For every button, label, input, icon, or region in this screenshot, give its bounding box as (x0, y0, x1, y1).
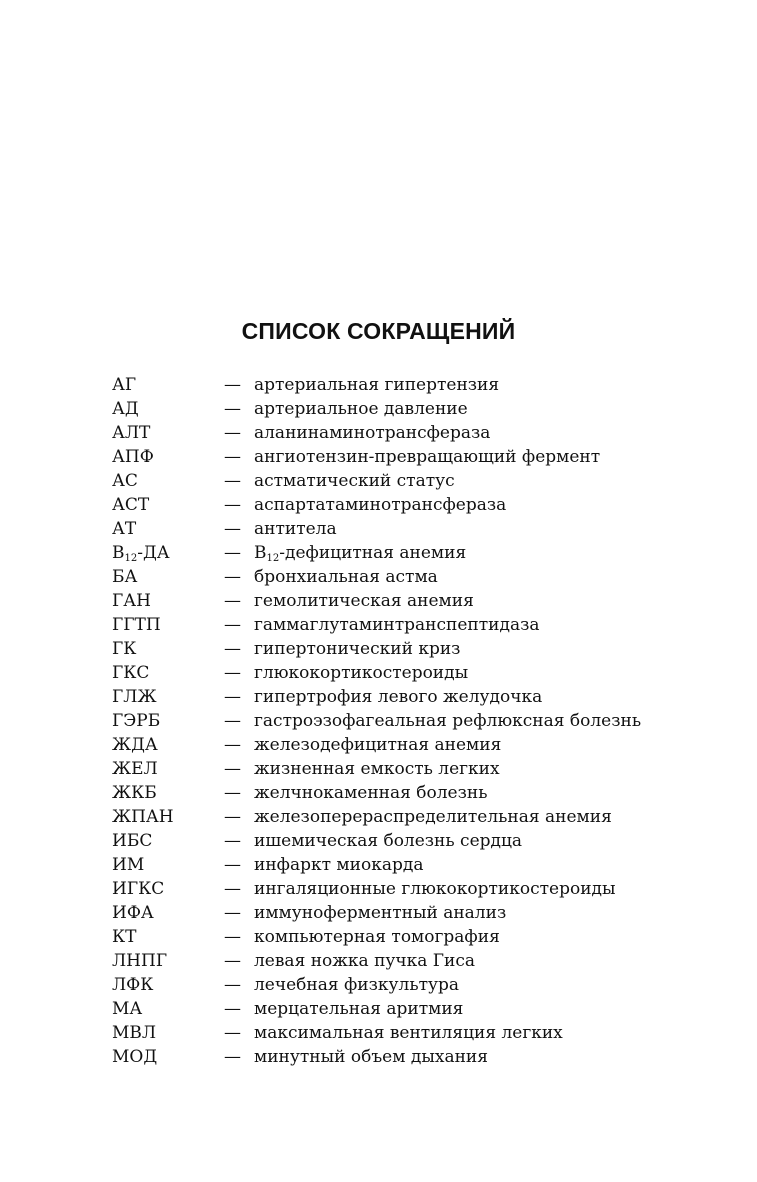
em-dash: — (224, 639, 241, 659)
em-dash: — (224, 951, 241, 971)
em-dash: — (224, 975, 241, 995)
abbreviation-definition: астматический статус (254, 471, 455, 491)
abbreviation-row (112, 853, 692, 877)
abbreviation-term: АД (112, 399, 139, 419)
abbreviation-term: ГК (112, 639, 137, 659)
em-dash: — (224, 1047, 241, 1067)
definition-subscript: 12 (266, 553, 280, 564)
abbreviation-row (112, 421, 692, 445)
abbreviation-row (112, 397, 692, 421)
abbreviation-term: ЖДА (112, 735, 158, 755)
abbreviation-row (112, 733, 692, 757)
abbreviation-term: ИФА (112, 903, 154, 923)
abbreviation-definition: максимальная вентиляция легких (254, 1023, 563, 1043)
em-dash: — (224, 591, 241, 611)
abbreviation-term: АСТ (112, 495, 150, 515)
abbreviation-row (112, 901, 692, 925)
abbreviation-term: БА (112, 567, 138, 587)
abbreviation-definition: аланинаминотрансфераза (254, 423, 491, 443)
abbreviation-row-b12 (112, 541, 692, 565)
abbreviation-definition: артериальное давление (254, 399, 468, 419)
abbreviation-definition: ангиотензин-превращающий фермент (254, 447, 601, 467)
abbreviation-definition: гастроэзофагеальная рефлюксная болезнь (254, 711, 642, 731)
em-dash: — (224, 1023, 241, 1043)
em-dash: — (224, 399, 241, 419)
abbreviation-row (112, 589, 692, 613)
abbreviation-term: ЛФК (112, 975, 154, 995)
abbreviation-term: АС (112, 471, 138, 491)
abbreviation-row (112, 517, 692, 541)
em-dash: — (224, 855, 241, 875)
page-title: СПИСОК СОКРАЩЕНИЙ (241, 318, 516, 344)
em-dash: — (224, 999, 241, 1019)
abbreviation-term: ГГТП (112, 615, 161, 635)
abbreviation-row (112, 613, 692, 637)
abbreviation-row (112, 637, 692, 661)
em-dash: — (224, 615, 241, 635)
abbreviation-row (112, 445, 692, 469)
term-subscript: 12 (124, 553, 138, 564)
abbreviation-term (112, 541, 224, 565)
abbreviation-row (112, 949, 692, 973)
abbreviation-definition: аспартатаминотрансфераза (254, 495, 507, 515)
em-dash: — (224, 471, 241, 491)
abbreviation-row (112, 565, 692, 589)
abbreviation-definition: жизненная емкость легких (254, 759, 500, 779)
abbreviation-definition: лечебная физкультура (254, 975, 460, 995)
abbreviation-term: ИМ (112, 855, 145, 875)
abbreviation-row (112, 493, 692, 517)
abbreviation-term: АТ (112, 519, 137, 539)
abbreviation-definition (254, 541, 692, 565)
em-dash: — (224, 663, 241, 683)
abbreviation-definition: компьютерная томография (254, 927, 500, 947)
abbreviation-definition: иммуноферментный анализ (254, 903, 507, 923)
em-dash: — (224, 543, 241, 563)
em-dash: — (224, 783, 241, 803)
em-dash: — (224, 519, 241, 539)
abbreviation-term: МВЛ (112, 1023, 157, 1043)
abbreviation-term: ЖКБ (112, 783, 157, 803)
abbreviation-definition: мерцательная аритмия (254, 999, 464, 1019)
abbreviation-list (112, 373, 692, 1069)
abbreviation-row (112, 877, 692, 901)
abbreviation-term: ИГКС (112, 879, 165, 899)
abbreviation-definition: бронхиальная астма (254, 567, 438, 587)
abbreviation-term: МОД (112, 1047, 158, 1067)
abbreviation-row (112, 685, 692, 709)
abbreviation-definition: железодефицитная анемия (254, 735, 502, 755)
abbreviation-definition: артериальная гипертензия (254, 375, 500, 395)
em-dash: — (224, 903, 241, 923)
abbreviation-term: ЛНПГ (112, 951, 168, 971)
em-dash: — (224, 711, 241, 731)
abbreviation-definition: инфаркт миокарда (254, 855, 424, 875)
em-dash: — (224, 735, 241, 755)
em-dash: — (224, 687, 241, 707)
term-letter: B (112, 543, 125, 563)
abbreviation-row (112, 757, 692, 781)
abbreviation-term: ГЭРБ (112, 711, 161, 731)
abbreviation-row (112, 829, 692, 853)
abbreviation-row (112, 469, 692, 493)
abbreviation-definition: гаммаглутаминтранспептидаза (254, 615, 540, 635)
em-dash: — (224, 807, 241, 827)
abbreviation-term: КТ (112, 927, 137, 947)
abbreviation-term: ГКС (112, 663, 150, 683)
abbreviation-definition: желчнокаменная болезнь (254, 783, 488, 803)
abbreviation-definition: ишемическая болезнь сердца (254, 831, 523, 851)
abbreviation-row (112, 1045, 692, 1069)
abbreviation-row (112, 373, 692, 397)
em-dash: — (224, 375, 241, 395)
abbreviation-term: ГЛЖ (112, 687, 157, 707)
abbreviation-definition: антитела (254, 519, 337, 539)
abbreviation-term: ЖЕЛ (112, 759, 158, 779)
definition-rest: -дефицитная анемия (279, 543, 467, 563)
abbreviation-term: ГАН (112, 591, 151, 611)
abbreviation-term: МА (112, 999, 143, 1019)
abbreviation-row (112, 925, 692, 949)
abbreviation-row (112, 661, 692, 685)
em-dash: — (224, 831, 241, 851)
em-dash: — (224, 927, 241, 947)
term-rest: -ДА (137, 543, 170, 563)
em-dash: — (224, 879, 241, 899)
em-dash: — (224, 495, 241, 515)
abbreviation-definition: гипертрофия левого желудочка (254, 687, 543, 707)
abbreviation-row (112, 781, 692, 805)
abbreviation-definition: левая ножка пучка Гиса (254, 951, 476, 971)
em-dash: — (224, 423, 241, 443)
em-dash: — (224, 759, 241, 779)
abbreviation-row (112, 805, 692, 829)
abbreviation-definition: гемолитическая анемия (254, 591, 474, 611)
abbreviation-term: ЖПАН (112, 807, 174, 827)
em-dash: — (224, 567, 241, 587)
em-dash: — (224, 447, 241, 467)
abbreviation-row (112, 997, 692, 1021)
abbreviation-definition: ингаляционные глюкокортикостероиды (254, 879, 616, 899)
abbreviation-term: ИБС (112, 831, 153, 851)
abbreviation-definition: гипертонический криз (254, 639, 461, 659)
abbreviation-definition: глюкокортикостероиды (254, 663, 469, 683)
abbreviation-row (112, 1021, 692, 1045)
abbreviation-row (112, 709, 692, 733)
abbreviation-row (112, 973, 692, 997)
abbreviation-term: АГ (112, 375, 137, 395)
abbreviation-term: АЛТ (112, 423, 151, 443)
definition-letter: B (254, 543, 267, 563)
abbreviation-term: АПФ (112, 447, 154, 467)
abbreviation-definition: минутный объем дыхания (254, 1047, 488, 1067)
abbreviation-definition: железоперераспределительная анемия (254, 807, 612, 827)
